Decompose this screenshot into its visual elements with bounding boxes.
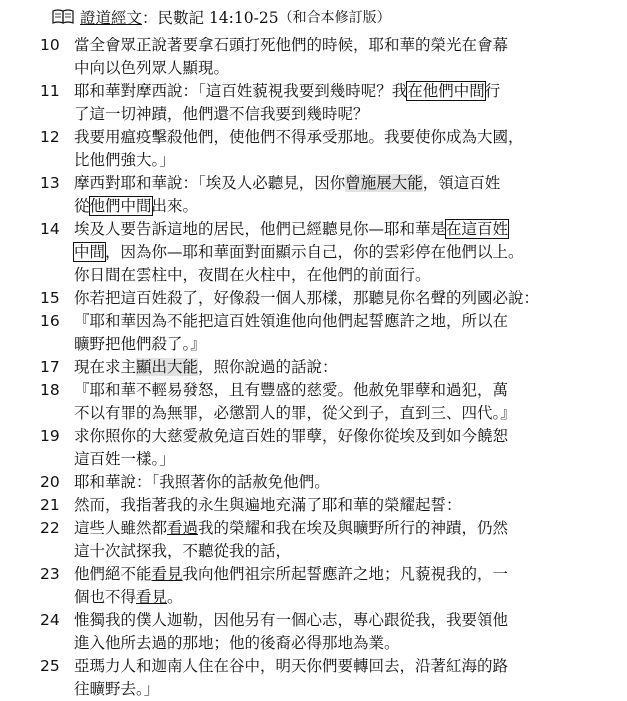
- verse-23: [40, 563, 600, 609]
- text-segment: 埃及人要告訴這地的居民，他們已經聽見你—耶和華是: [74, 220, 447, 238]
- text-segment: 出來。: [151, 197, 199, 215]
- text-segment: 我的榮耀和我在埃及與曠野所行的神蹟，仍然 這十次試探我，不聽從我的話，: [74, 519, 509, 560]
- verse-24: [40, 609, 600, 655]
- verse-number: 18: [40, 381, 60, 399]
- verse-number: 25: [40, 657, 60, 675]
- text-segment: 『耶和華不輕易發怒，且有豐盛的慈愛。他赦免罪孽和過犯，萬 不以有罪的為無罪，必懲罰人的罪，從父到子，直到三、四代。』: [74, 381, 516, 422]
- verse-text: [74, 471, 600, 494]
- underlined-phrase: 看見: [136, 588, 168, 606]
- highlighted-phrase: 顯出大能: [136, 358, 199, 376]
- text-segment: 亞瑪力人和迦南人住在谷中，明天你們要轉回去，沿著紅海的路 往曠野去。」: [74, 657, 509, 698]
- verse-number: 17: [40, 358, 60, 376]
- verse-22: [40, 517, 600, 563]
- verse-10: [40, 34, 600, 80]
- verse-text: [74, 379, 600, 425]
- verse-number: 11: [40, 82, 60, 100]
- underlined-phrase: 看見: [151, 565, 183, 583]
- verse-number: 24: [40, 611, 60, 629]
- verse-number: 19: [40, 427, 60, 445]
- verse-20: [40, 471, 600, 494]
- verse-15: [40, 287, 600, 310]
- verse-number: 12: [40, 128, 60, 146]
- text-segment: 摩西對耶和華說：「埃及人必聽見，因你: [74, 174, 346, 192]
- text-segment: 行 了這一切神蹟，他們還不信我要到幾時呢？: [74, 82, 501, 123]
- verse-16: [40, 310, 600, 356]
- boxed-phrase: 在他們中間: [407, 82, 485, 100]
- verse-text: [74, 425, 600, 471]
- verse-17: [40, 356, 600, 379]
- text-segment: 我要用瘟疫擊殺他們，使他們不得承受那地。我要使你成為大國， 比他們強大。」: [74, 128, 524, 169]
- highlighted-phrase: 曾施展大能: [345, 174, 423, 192]
- verse-text: [74, 517, 600, 563]
- verse-13: [40, 172, 600, 218]
- verse-21: [40, 494, 600, 517]
- bible-version: （和合本修訂版）: [278, 10, 391, 26]
- verse-25: [40, 655, 600, 701]
- verse-number: 10: [40, 36, 60, 54]
- text-segment: ，照你說過的話說：: [198, 358, 338, 376]
- verse-text: [74, 218, 600, 287]
- text-segment: 然而，我指著我的永生與遍地充滿了耶和華的榮耀起誓：: [74, 496, 462, 514]
- text-segment: 。: [167, 588, 183, 606]
- verse-text: [74, 310, 600, 356]
- verse-14: [40, 218, 600, 287]
- passage-title: 證道經文: [80, 9, 143, 27]
- boxed-phrase: 在這百姓: [446, 220, 509, 238]
- verse-text: [74, 609, 600, 655]
- verse-text: [74, 563, 600, 609]
- text-segment: 耶和華說：「我照著你的話赦免他們。: [74, 473, 330, 491]
- text-segment: 現在求主: [74, 358, 137, 376]
- boxed-phrase: 中間: [74, 243, 106, 261]
- verse-text: [74, 172, 600, 218]
- text-segment: 他們絕不能: [74, 565, 152, 583]
- verse-number: 14: [40, 220, 60, 238]
- verse-19: [40, 425, 600, 471]
- underlined-phrase: 看過: [167, 519, 199, 537]
- verse-number: 13: [40, 174, 60, 192]
- verse-number: 15: [40, 289, 60, 307]
- text-segment: 『耶和華因為不能把這百姓領進他向他們起誓應許之地，所以在 曠野把他們殺了。』: [74, 312, 509, 353]
- verse-text: [74, 494, 600, 517]
- verse-11: [40, 80, 600, 126]
- verse-number: 22: [40, 519, 60, 537]
- verse-text: [74, 356, 600, 379]
- verse-text: [74, 655, 600, 701]
- verse-number: 16: [40, 312, 60, 330]
- text-segment: 求你照你的大慈愛赦免這百姓的罪孽，好像你從埃及到如今饒恕 這百姓一樣。」: [74, 427, 509, 468]
- boxed-phrase: 他們中間: [89, 197, 152, 215]
- verse-number: 20: [40, 473, 60, 491]
- verse-number: 23: [40, 565, 60, 583]
- text-segment: ，因為你—耶和華面對面顯示自己，你的雲彩停在他們以上。 你日間在雲柱中，夜間在火柱中，在他們的前面行。: [74, 243, 524, 284]
- verse-text: [74, 34, 600, 80]
- text-segment: ，領這百姓 從: [74, 174, 501, 215]
- text-segment: 耶和華對摩西說：「這百姓藐視我要到幾時呢？我: [74, 82, 408, 100]
- open-book-icon: [52, 9, 74, 25]
- text-segment: 你若把這百姓殺了，好像殺一個人那樣，那聽見你名聲的列國必說：: [74, 289, 540, 307]
- verse-number: 21: [40, 496, 60, 514]
- text-segment: 這些人雖然都: [74, 519, 168, 537]
- text-segment: 惟獨我的僕人迦勒，因他另有一個心志，專心跟從我，我要領他 進入他所去過的那地；他的後裔必得那地為業。: [74, 611, 509, 652]
- text-segment: 當全會眾正說著要拿石頭打死他們的時候，耶和華的榮光在會幕 中向以色列眾人顯現。: [74, 36, 509, 77]
- verse-text: [74, 126, 600, 172]
- text-segment: 我向他們祖宗所起誓應許之地；凡藐視我的，一 個也不得: [74, 565, 509, 606]
- passage-reference: ：民數記 14:10-25: [142, 9, 279, 27]
- verse-text: [74, 80, 600, 126]
- verse-text: [74, 287, 600, 310]
- passage-header: [52, 5, 391, 29]
- verse-18: [40, 379, 600, 425]
- verse-12: [40, 126, 600, 172]
- verse-list: [40, 34, 600, 701]
